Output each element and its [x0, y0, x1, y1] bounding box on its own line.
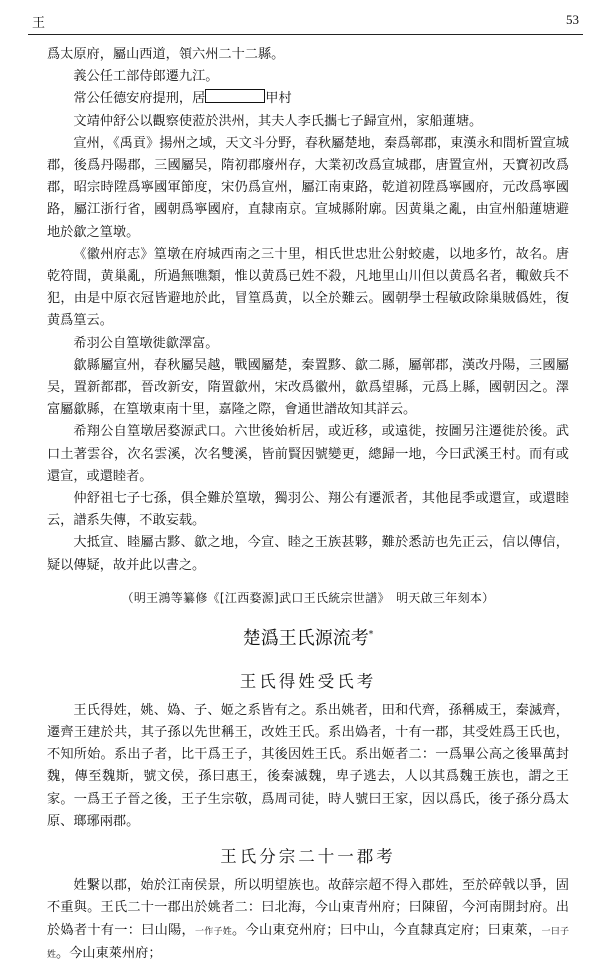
- subtitle-21-commanderies: 王氏分宗二十一郡考: [220, 847, 396, 867]
- line-3-text-a: 常公任德安府提刑，居: [73, 91, 206, 107]
- page-number: 53: [566, 12, 579, 27]
- paragraph-line-4: 文靖仲舒公以觀察使蒞於洪州，其夫人李氏攜七子歸宣州，家船蓮塘。: [73, 113, 483, 129]
- paragraph-xuanzhou: 宣州，《禹貢》揚州之域，天文斗分野，春秋屬楚地，秦爲鄣郡，東漢永和間析置宣城郡，後爲丹陽郡，三國屬吴，隋初郡廢州存，大業初改爲宣城郡，唐置宣州，天寶初改爲郡，昭宗時陞爲寧國軍節度，宋仍爲宣州，屬江南東路，乾道初陞爲寧國府，元改爲寧國路，屬江浙行省，國朝爲寧國府，直隸南京。宣城縣附廓。因黄巢之亂，由宣州船蓮塘避地於歙之篁墩。: [47, 135, 569, 240]
- header-title: 王: [32, 16, 46, 31]
- paragraph-line-3: [47, 88, 569, 110]
- paragraph-wukou: 希翔公自篁墩居婺源武口。六世後始析居，或近移，或遠徙，按圖另注遷徙於後。武口土著雲谷，次名雲溪，次名雙溪，皆前賢因號變更，總歸一地，今曰武溪王村。而有或還宣，或還睦者。: [47, 424, 569, 484]
- header-rule: [28, 34, 583, 35]
- p13-note-2: 一曰子姓: [47, 926, 569, 960]
- paragraph-line-2: 義公任工部侍郎遷九江。: [73, 69, 219, 85]
- document-body: [47, 44, 569, 966]
- paragraph-conclusion: 大抵宣、睦屬古黟、歙之地，今宣、睦之王族甚夥，難於悉訪也先正云，信以傳信，疑以傳疑，故并此以書之。: [47, 535, 569, 573]
- source-citation: （明王鴻等纂修《[江西婺源]武口王氏統宗世譜》 明天啟三年刻本）: [121, 590, 495, 605]
- paragraph-huizhou-fuzhi: 《徽州府志》篁墩在府城西南之三十里，相氏世忠壯公射蛟處，以地多竹，故名。唐乾符間，黄巢亂，所過無噍類，惟以黄爲已姓不殺，凡地里山川但以黄爲名者，輙斂兵不犯，由是中原衣冠皆避地於此，冒篁爲黄，以全於難云。國朝學士程敏政除巢賊僞姓，復黄爲篁云。: [47, 246, 569, 329]
- paragraph-surname-origin: 王氏得姓，姚、媯、子、姬之系皆有之。系出姚者，田和代齊，孫稱威王，秦滅齊，遷齊王建於共，其子孫以先世稱王，改姓王氏。系出媯者，十有一郡，其受姓爲王氏也，不知所始。系出子者，比干爲王子，其後因姓王氏。系出姬者二：一爲畢公高之後畢萬封魏，傳至魏斯，號文侯，孫曰惠王，後秦滅魏，卑子逃去，人以其爲魏王族也，謂之王家。一爲王子晉之後，王子生宗敬，爲周司徒，時人號曰王家，因以爲氏，後子孫分爲太原、瑯琊兩郡。: [47, 702, 569, 829]
- subtitle-surname-origin: 王氏得姓受氏考: [239, 671, 377, 691]
- blank-box: [205, 89, 265, 103]
- p13-text-a: 姓繫以郡，始於江南侯景，所以明望族也。故薛宗超不得入郡姓，至於碎戟以爭，固不重與。王氏二十一郡出於姚者二：曰北海，今山東青州府；曰陳留，今河南開封府。出於媯者十有一：曰山陽，: [47, 878, 569, 938]
- p13-text-c: 。今山東兗州府；曰中山，今直隸真定府；曰東萊，: [232, 922, 542, 938]
- paragraph-line-7: 希羽公自篁墩徙歙澤富。: [73, 335, 219, 351]
- paragraph-shexian: 歙縣屬宣州，春秋屬吴越，戰國屬楚，秦置黟、歙二縣，屬鄣郡，漢改丹陽，三國屬吴，置新都郡，晉改新安，隋置歙州，宋改爲徽州，歙爲望縣，元爲上縣，國朝因之。澤富屬歙縣，在篁墩東南十里，嘉隆之際，會通世譜故知其詳云。: [47, 357, 569, 418]
- section-title-text: 楚潙王氏源流考: [242, 627, 369, 649]
- paragraph-21-commanderies: [47, 875, 569, 966]
- footnote-mark: *: [368, 629, 374, 640]
- p13-text-e: 。今山東萊州府；: [56, 945, 162, 961]
- paragraph-line-1: 爲太原府，屬山西道，領六州二十二縣。: [47, 47, 285, 62]
- p13-note-1: 一作子姓: [194, 926, 233, 937]
- line-3-text-b: 甲村: [265, 91, 292, 107]
- paragraph-zhongshu: 仲舒祖七子七孫，俱全難於篁墩，獨羽公、翔公有遷派者，其他昆季或還宣，或還睦云，譜系失傳，不敢妄载。: [47, 491, 569, 529]
- section-title: [47, 624, 569, 650]
- running-header: [28, 10, 583, 32]
